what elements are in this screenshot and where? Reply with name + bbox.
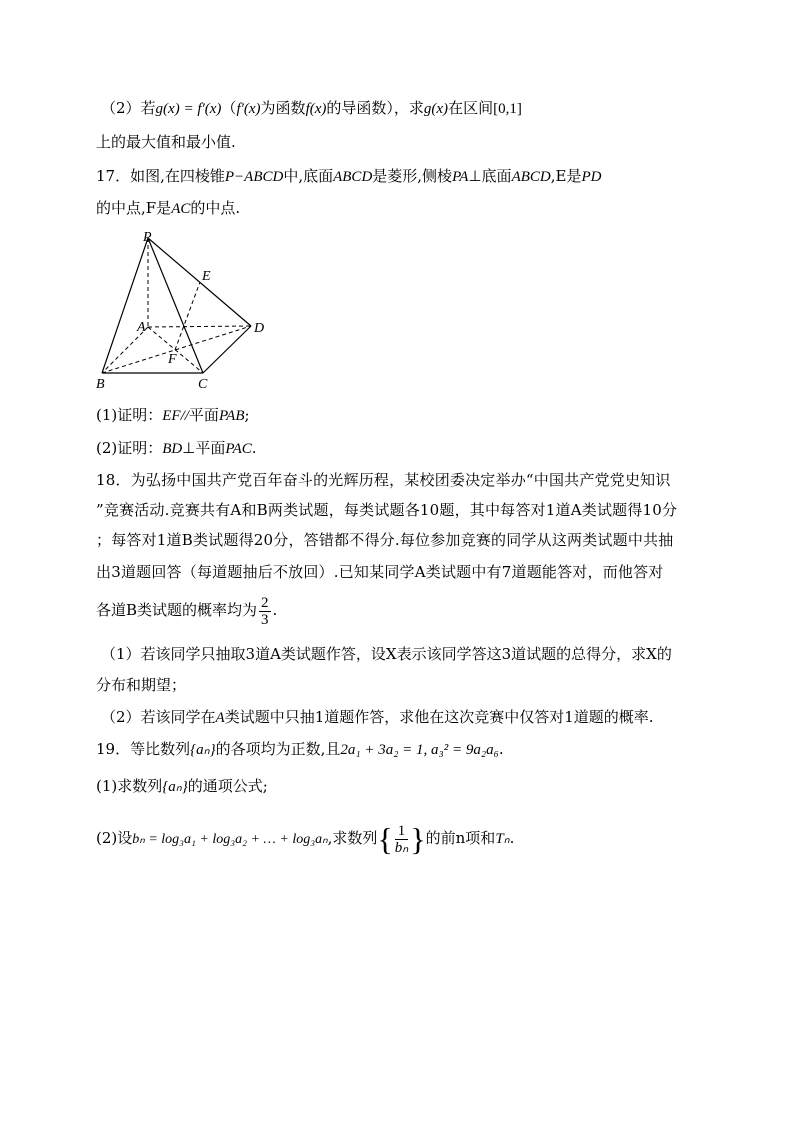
q17-text4: 底面 [481, 167, 512, 185]
q18-line2: ”竞赛活动.竞赛共有A和B两类试题，每类试题各10题，其中每答对1道A类试题得10分 [96, 501, 678, 519]
q19-eq1: 2a₁ + 3a₂ = 1, a₃² = 9a₂a₆ [340, 742, 499, 758]
q16-mid2: 的导函数），求 [326, 99, 424, 117]
q19-p1-a: (1)求数列 [96, 777, 163, 795]
label-f: F [168, 352, 177, 367]
q16-g-eq: g(x) = f′(x) [155, 101, 222, 117]
q19-seq: {aₙ} [190, 742, 216, 758]
q17-pa: PA [452, 169, 469, 185]
edge-ad [148, 326, 251, 327]
q19-p2-c: 的前n项和 [425, 829, 496, 847]
q18-line5 [96, 592, 277, 628]
q17-p2-plane: PAC [225, 441, 252, 457]
q17-part2 [96, 437, 257, 460]
q17-p2-mid: 平面 [195, 439, 226, 457]
label-d: D [254, 321, 265, 336]
q17-p2-math: BD [162, 441, 183, 457]
q18-line5-end: . [272, 601, 278, 619]
q16-gx: g(x) [423, 101, 449, 117]
q17-p1-math: EF// [162, 408, 189, 424]
q17-part1 [96, 404, 250, 427]
q18-p2-a: （2）若该同学在 [101, 708, 216, 726]
edge-cd [203, 326, 251, 373]
q17-p1-mid: 平面 [188, 406, 219, 424]
q17-text1: 如图,在四棱锥 [130, 167, 225, 185]
q17-p2-end: . [251, 439, 257, 457]
q18-line5-text: 各道B类试题的概率均为 [96, 601, 258, 619]
q16-fx: f(x) [305, 101, 327, 117]
q17-num: 17． [96, 167, 131, 185]
label-p: P [143, 230, 152, 245]
q17-pd: PD [581, 169, 602, 185]
q17-text2: 中,底面 [283, 167, 334, 185]
q17-pyramid: P−ABCD [224, 169, 284, 185]
q17-line1 [96, 165, 601, 188]
q17-p1-plane: PAB [218, 408, 245, 424]
q16-mid3: 在区间 [448, 99, 494, 117]
q18-line3: ；每答对1道B类试题得20分，答错都不得分.每位参加竞赛的同学从这两类试题中共抽 [96, 531, 674, 549]
q19-part1 [96, 775, 268, 798]
label-e: E [202, 269, 211, 284]
q19-frac-den: bₙ [394, 839, 409, 856]
q16-interval: [0,1] [493, 101, 522, 117]
q18-line4: 出3道题回答（每道题抽后不放回）.已知某同学A类试题中有7道题能答对，而他答对 [96, 563, 664, 581]
q18-part1-line1: （1）若该同学只抽取3道A类试题作答，设X表示该同学答这3道试题的总得分，求X的 [101, 645, 672, 663]
pyramid-figure [90, 228, 280, 393]
q19-line1 [96, 738, 504, 761]
q17-line2b: 的中点. [190, 199, 241, 217]
q18-part2 [101, 706, 654, 729]
q19-fraction [395, 823, 408, 856]
q19-p1-seq: {aₙ} [162, 779, 188, 795]
q17-p1-end: ; [244, 406, 250, 424]
segment-ef [175, 282, 200, 350]
q17-line2 [96, 197, 240, 220]
q16-mid: 为函数 [260, 99, 306, 117]
q16-fprime: f′(x) [236, 101, 261, 117]
edge-pb [102, 238, 148, 373]
q17-p1-prefix: (1)证明： [96, 406, 163, 424]
q18-part1-line2: 分布和期望； [96, 676, 187, 694]
q16-prefix: （2）若 [101, 99, 156, 117]
q18-p2-b: 类试题中只抽1道题作答，求他在这次竞赛中仅答对1道题的概率. [224, 708, 654, 726]
q18-frac-den: 3 [261, 611, 269, 628]
q17-text5: ,E是 [550, 167, 582, 185]
q19-frac-num: 1 [395, 823, 408, 840]
q19-part2 [96, 818, 514, 860]
q19-p1-b: 的通项公式; [187, 777, 268, 795]
q17-line2a: 的中点,F是 [96, 199, 172, 217]
q18-frac-num: 2 [261, 594, 269, 611]
q17-ac: AC [171, 201, 191, 217]
q17-text3: 是菱形,侧棱 [372, 167, 453, 185]
label-a: A [137, 320, 146, 335]
q18-line1: 18．为弘扬中国共产党百年奋斗的光辉历程，某校团委决定举办“中国共产党党史知识 [96, 471, 671, 489]
q19-p2-expr: bₙ = log₃a₁ + log₃a₂ + … + log₃aₙ [132, 832, 328, 847]
q19-p2-a: (2)设 [96, 829, 133, 847]
q17-perp: ⊥ [468, 169, 482, 185]
q19-p2-b: ,求数列 [327, 829, 378, 847]
q19-text2: 的各项均为正数,且 [215, 740, 341, 758]
q19-text2-end: . [498, 740, 504, 758]
q19-p2-end: . [509, 829, 515, 847]
q19-tn: Tₙ [495, 831, 510, 847]
q19-num: 19． [96, 740, 131, 758]
label-b: B [96, 377, 105, 392]
q19-brace-right: } [410, 821, 426, 857]
q17-base: ABCD [333, 169, 373, 185]
q18-p2-A: A [215, 710, 225, 726]
q16-part2-line1 [101, 97, 522, 120]
q16-paren: （ [221, 99, 237, 117]
label-c: C [198, 377, 208, 392]
q17-p2-prefix: (2)证明： [96, 439, 163, 457]
q19-text1: 等比数列 [130, 740, 191, 758]
q18-fraction [259, 595, 271, 628]
q16-part2-line2: 上的最大值和最小值. [96, 133, 236, 151]
q17-base2: ABCD [511, 169, 551, 185]
q19-brace-left: { [377, 821, 393, 857]
q17-p2-perp: ⊥ [182, 441, 196, 457]
